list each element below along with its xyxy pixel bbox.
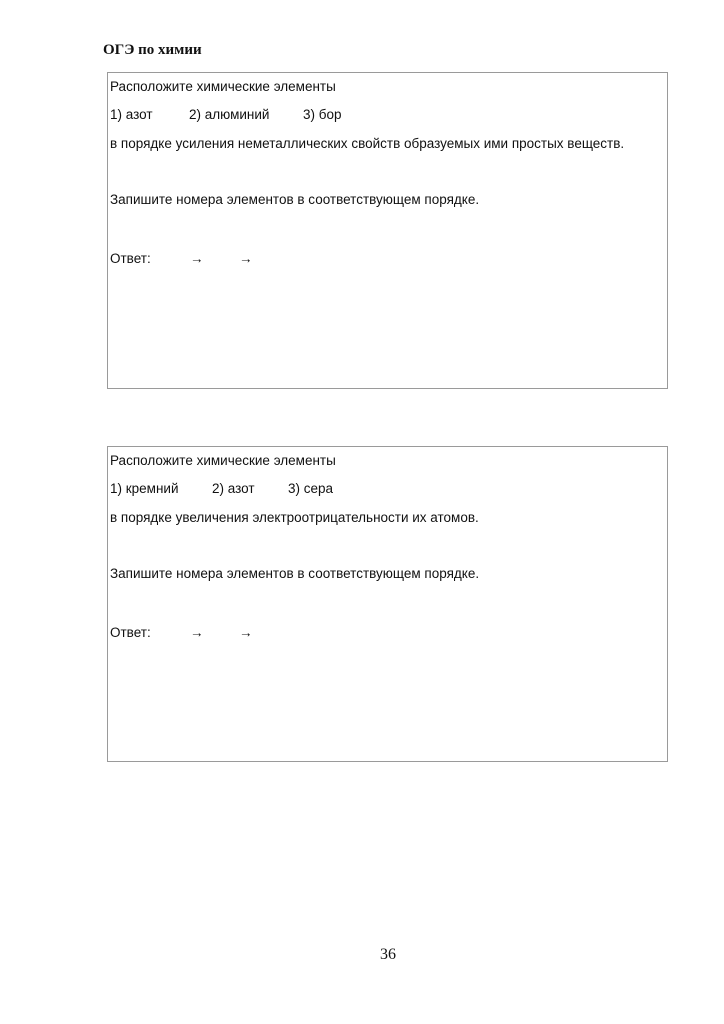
option-1: 1) азот [110, 107, 153, 122]
arrow-right-icon: → [190, 251, 204, 266]
task-condition: в порядке усиления неметаллических свойств образуемых ими простых веществ. [110, 136, 625, 151]
option-3: 3) бор [303, 107, 342, 122]
page-title: ОГЭ по химии [103, 42, 202, 58]
option-3: 3) сера [288, 481, 334, 496]
task-instruction: Расположите химические элементы [110, 453, 336, 468]
page-number: 36 [380, 946, 396, 963]
option-2: 2) алюминий [189, 107, 270, 122]
task-instruction: Расположите химические элементы [110, 79, 336, 94]
option-2: 2) азот [212, 481, 255, 496]
arrow-right-icon: → [239, 251, 253, 266]
task-condition: в порядке увеличения электроотрицательности их атомов. [110, 510, 479, 525]
task-box-1 [107, 72, 668, 389]
arrow-right-icon: → [239, 625, 253, 640]
arrow-right-icon: → [190, 625, 204, 640]
option-1: 1) кремний [110, 481, 179, 496]
task-write-prompt: Запишите номера элементов в соответствующем порядке. [110, 566, 480, 581]
task-box-2 [107, 446, 668, 762]
answer-label: Ответ: [110, 251, 151, 266]
answer-label: Ответ: [110, 625, 151, 640]
task-write-prompt: Запишите номера элементов в соответствующем порядке. [110, 192, 480, 207]
